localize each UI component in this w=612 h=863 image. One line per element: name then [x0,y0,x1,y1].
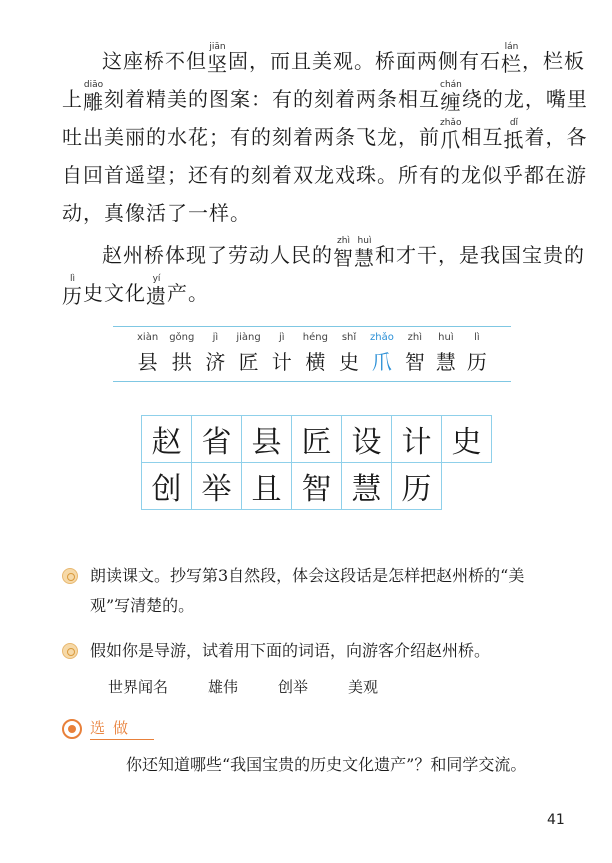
passage-text: ，栏板 [522,49,585,73]
passage-text: 着，各 [524,125,588,149]
grid-character-cell: 智 [291,462,342,510]
new-character-pinyin: zhì [407,332,423,343]
grid-character-cell: 计 [391,415,442,463]
pinyin-annotation: diāo [83,80,104,90]
grid-character-cell: 且 [241,462,292,510]
exercise-2-text: 假如你是导游，试着用下面的词语，向游客介绍赵州桥。 [90,641,491,660]
annotated-character: 雕 [83,90,104,114]
grid-character-cell: 创 [141,462,192,510]
annotated-character: 栏 [501,52,522,76]
passage-text: 绕的龙，嘴里 [461,87,588,111]
new-character-item [205,332,225,381]
pinyin-annotation: lì [69,274,75,284]
passage-line [62,152,587,188]
new-character-item [137,332,158,381]
grid-character-cell: 历 [391,462,442,510]
new-character-item [303,332,328,381]
ruby-character [207,43,228,74]
new-characters-bar [113,326,511,382]
ruby-character [501,43,522,74]
new-character-pinyin: jì [212,332,219,343]
new-character: 横 [305,350,326,374]
new-character-pinyin: jì [278,332,285,343]
grid-character-cell: 慧 [341,462,392,510]
passage-text: 产。 [167,281,209,305]
passage-line [62,270,567,306]
new-character: 智 [404,350,425,374]
exercise-3-text: 你还知道哪些“我国宝贵的历史文化遗产”？和同学交流。 [126,755,527,774]
pinyin-annotation: jiān [209,42,226,52]
new-character: 历 [466,350,487,374]
new-character-item [339,332,359,381]
new-character-item [236,332,260,381]
grid-character-cell: 省 [191,415,242,463]
grid-row-2 [141,462,491,509]
circle-bullet-icon [62,568,78,584]
annotated-character: 历 [62,284,83,308]
new-character: 慧 [435,350,456,374]
optional-label: 选做 [90,717,154,740]
ruby-character [83,81,104,112]
passage-text: 这座桥不但 [102,49,207,73]
grid-character-cell: 匠 [291,415,342,463]
passage-text: 吐出美丽的水花；有的刻着两条飞龙，前 [62,125,440,149]
ruby-character [503,119,524,150]
annotated-character: 慧 [354,246,375,270]
passage-text: 相互 [461,125,504,149]
ruby-character [440,81,462,112]
ruby-character [62,275,83,306]
passage-text: 和才干，是我国宝贵的 [375,243,585,267]
passage-text: 动，真像活了一样。 [62,201,251,225]
grid-character-cell: 史 [441,415,492,463]
new-character-pinyin: zhǎo [370,332,394,343]
new-character-item [272,332,292,381]
passage-line [62,190,567,226]
passage-text: 上 [62,87,83,111]
new-character: 县 [137,350,158,374]
new-character-pinyin: huì [438,332,454,343]
vocabulary-words [108,676,378,697]
annotated-character: 缠 [440,90,462,114]
passage-text: 史文化 [83,281,146,305]
optional-section-header [62,717,154,740]
pinyin-annotation: dǐ [509,118,519,128]
new-character: 史 [338,350,359,374]
page-number: 41 [547,812,565,828]
new-character: 拱 [171,350,192,374]
grid-row-1 [141,415,491,462]
new-character-pinyin: lì [474,332,480,343]
passage-text: 赵州桥体现了劳动人民的 [102,243,333,267]
new-character-pinyin: xiàn [137,332,159,343]
word-item: 创举 [278,678,309,696]
new-character-pinyin: jiàng [236,332,261,343]
passage-text: 刻着精美的图案：有的刻着两条相互 [104,87,440,111]
grid-character-cell: 设 [341,415,392,463]
pinyin-annotation: yí [152,274,161,284]
new-character-pinyin: héng [302,332,328,343]
new-character-item [405,332,425,381]
target-circle-icon [62,719,82,739]
new-character: 爪 [371,350,392,374]
exercise-1-text-line1: 朗读课文。抄写第3自然段，体会这段话是怎样把赵州桥的“美 [90,566,525,585]
passage-text: 自回首遥望；还有的刻着双龙戏珠。所有的龙似乎都在游 [62,163,587,187]
exercise-2 [62,636,572,666]
passage-line [62,114,588,152]
annotated-character: 抵 [503,128,525,152]
ruby-character [146,275,167,306]
ruby-character [333,237,354,268]
exercise-1-text-line2: 观”写清楚的。 [90,596,195,615]
passage-line [62,76,588,114]
ruby-character [440,119,461,150]
word-item: 美观 [348,678,379,696]
annotated-character: 爪 [440,128,462,152]
lesson-passage [62,38,588,308]
passage-line [62,232,585,270]
passage-line [62,38,585,76]
annotated-character: 坚 [207,52,228,76]
pinyin-annotation: chán [440,80,462,90]
new-character-pinyin: gǒng [169,332,195,343]
word-item: 世界闻名 [108,678,169,696]
circle-bullet-icon [62,643,78,659]
new-character-pinyin: shǐ [341,332,357,343]
new-character: 匠 [238,350,259,374]
grid-character-cell: 赵 [141,415,192,463]
new-character: 计 [271,350,292,374]
new-character-item [370,332,394,381]
passage-text: 固，而且美观。桥面两侧有石 [228,49,501,73]
new-character-item [467,332,487,381]
pinyin-annotation: zhǎo [440,118,462,128]
new-character: 济 [205,350,226,374]
grid-character-cell: 县 [241,415,292,463]
exercise-1 [62,561,572,621]
pinyin-annotation: zhì [337,236,350,246]
annotated-character: 遗 [146,284,167,308]
new-character-item [169,332,194,381]
writing-characters-grid [141,415,491,509]
new-character-item [436,332,456,381]
pinyin-annotation: lán [504,42,519,52]
grid-character-cell: 举 [191,462,242,510]
annotated-character: 智 [333,246,354,270]
word-item: 雄伟 [208,678,239,696]
ruby-character [354,237,375,268]
pinyin-annotation: huì [357,236,372,246]
